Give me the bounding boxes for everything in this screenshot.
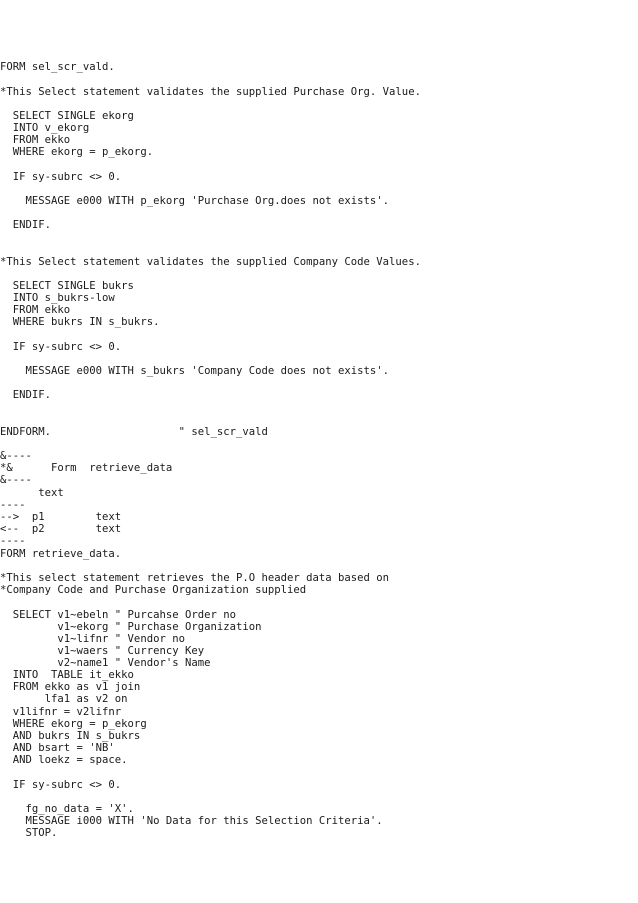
comment-line: *This select statement retrieves the P.O header data based on (0, 572, 390, 584)
code-line: WHERE bukrs IN s_bukrs. (0, 316, 160, 328)
comment-line: &---- (0, 450, 32, 462)
code-line: IF sy-subrc <> 0. (0, 779, 122, 791)
comment-line: --> p1 text (0, 511, 122, 523)
code-line: ENDFORM. " sel_scr_vald (0, 426, 268, 438)
code-line: MESSAGE i000 WITH 'No Data for this Selection Criteria'. (0, 815, 383, 827)
code-line: INTO TABLE it_ekko (0, 669, 134, 681)
code-line: FORM retrieve_data. (0, 548, 122, 560)
code-line: v1~ekorg " Purchase Organization (0, 621, 262, 633)
comment-line: ---- (0, 535, 26, 547)
code-line: FROM ekko (0, 304, 71, 316)
code-line: fg_no_data = 'X'. (0, 803, 134, 815)
code-line: ENDIF. (0, 219, 52, 231)
code-line: MESSAGE e000 WITH s_bukrs 'Company Code does not exists'. (0, 365, 390, 377)
code-line: AND bukrs IN s_bukrs (0, 730, 141, 742)
code-line: v1~lifnr " Vendor no (0, 633, 185, 645)
code-line: INTO v_ekorg (0, 122, 90, 134)
comment-line: *& Form retrieve_data (0, 462, 173, 474)
code-line: AND bsart = 'NB' (0, 742, 115, 754)
comment-line: *Company Code and Purchase Organization supplied (0, 584, 307, 596)
code-line: FROM ekko (0, 134, 71, 146)
code-line: lfa1 as v2 on (0, 693, 128, 705)
code-line: FROM ekko as v1 join (0, 681, 141, 693)
code-line: IF sy-subrc <> 0. (0, 171, 122, 183)
comment-line: *This Select statement validates the supplied Company Code Values. (0, 256, 421, 268)
comment-line: text (0, 487, 64, 499)
code-line: ENDIF. (0, 389, 52, 401)
code-line: MESSAGE e000 WITH p_ekorg 'Purchase Org.does not exists'. (0, 195, 390, 207)
code-line: WHERE ekorg = p_ekorg. (0, 146, 154, 158)
comment-line: <-- p2 text (0, 523, 122, 535)
code-line: SELECT SINGLE bukrs (0, 280, 134, 292)
code-line: v1~waers " Currency Key (0, 645, 205, 657)
code-line: FORM sel_scr_vald. (0, 61, 115, 73)
comment-line: ---- (0, 499, 26, 511)
code-line: STOP. (0, 827, 58, 839)
code-line: IF sy-subrc <> 0. (0, 341, 122, 353)
code-line: v2~name1 " Vendor's Name (0, 657, 211, 669)
code-line: WHERE ekorg = p_ekorg (0, 718, 147, 730)
code-line: AND loekz = space. (0, 754, 128, 766)
code-line: SELECT v1~ebeln " Purcahse Order no (0, 609, 236, 621)
code-line: SELECT SINGLE ekorg (0, 110, 134, 122)
comment-line: *This Select statement validates the supplied Purchase Org. Value. (0, 86, 421, 98)
code-line: INTO s_bukrs-low (0, 292, 115, 304)
comment-line: &---- (0, 474, 32, 486)
code-line: v1lifnr = v2lifnr (0, 706, 122, 718)
